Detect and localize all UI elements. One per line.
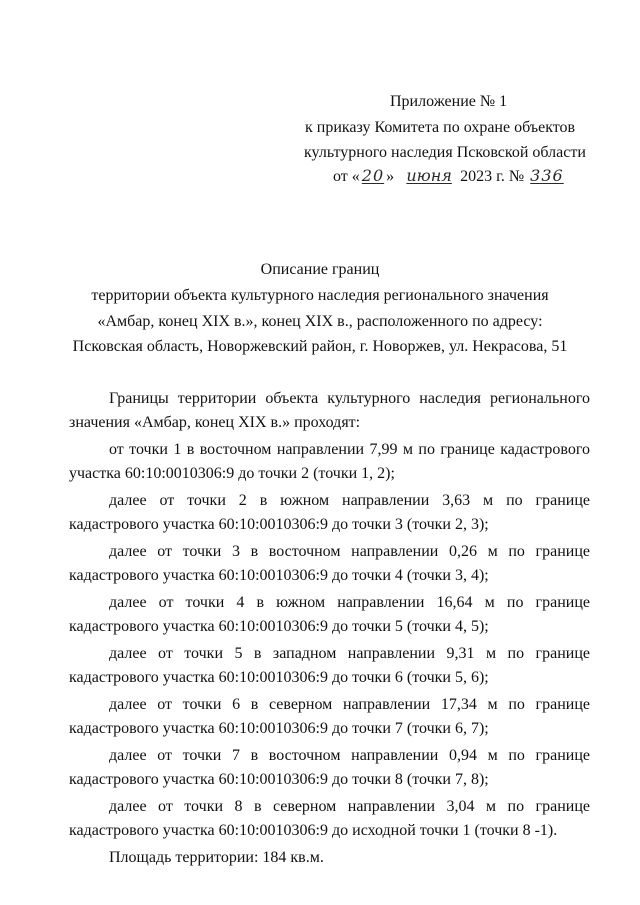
handwritten-day: 20 xyxy=(361,166,385,185)
appendix-title: Приложение № 1 xyxy=(390,93,508,110)
handwritten-month: июня xyxy=(406,166,452,185)
appendix-date-line xyxy=(333,166,566,187)
date-prefix: от « xyxy=(333,168,360,185)
segment-paragraph: далее от точки 6 в северном направлении 17,34 м по границе кадастрового участка 60:10:0010306:9 до точки 7 (точки 6, 7); xyxy=(69,696,590,737)
segment-paragraph: далее от точки 8 в северном направлении 3,04 м по границе кадастрового участка 60:10:0010306:9 до исходной точки 1 (точки 8 -1). xyxy=(69,798,590,839)
date-mid: » xyxy=(386,168,395,185)
boundary-description xyxy=(69,387,590,870)
handwritten-order-number: 336 xyxy=(530,166,564,185)
intro-paragraph: Границы территории объекта культурного наследия регионального значения «Амбар, конец XIX в.» проходят: xyxy=(69,390,590,431)
segment-paragraph: далее от точки 4 в южном направлении 16,64 м по границе кадастрового участка 60:10:0010306:9 до точки 5 (точки 4, 5); xyxy=(69,594,590,635)
segment-paragraph: от точки 1 в восточном направлении 7,99 м по границе кадастрового участка 60:10:0010306:9 до точки 2 (точки 1, 2); xyxy=(69,441,590,482)
appendix-order-ref: к приказу Комитета по охране объектов xyxy=(305,119,576,136)
area-paragraph: Площадь территории: 184 кв.м. xyxy=(109,849,324,866)
segment-paragraph: далее от точки 2 в южном направлении 3,63 м по границе кадастрового участка 60:10:0010306:9 до точки 3 (точки 2, 3); xyxy=(69,492,590,533)
segment-paragraph: далее от точки 5 в западном направлении 9,31 м по границе кадастрового участка 60:10:0010306:9 до точки 6 (точки 5, 6); xyxy=(69,645,590,686)
appendix-committee: культурного наследия Псковской области xyxy=(304,144,586,161)
date-suffix: 2023 г. № xyxy=(460,168,525,185)
description-subtitle-2: «Амбар, конец XIX в.», конец XIX в., расположенного по адресу: xyxy=(97,313,543,330)
segment-paragraph: далее от точки 7 в восточном направлении 0,94 м по границе кадастрового участка 60:10:0010306:9 до точки 8 (точки 7, 8); xyxy=(69,747,590,788)
description-subtitle-1: территории объекта культурного наследия регионального значения xyxy=(91,287,549,304)
description-title: Описание границ xyxy=(260,261,380,278)
segment-paragraph: далее от точки 3 в восточном направлении 0,26 м по границе кадастрового участка 60:10:0010306:9 до точки 4 (точки 3, 4); xyxy=(69,543,590,584)
description-address: Псковская область, Новоржевский район, г. Новоржев, ул. Некрасова, 51 xyxy=(72,338,568,355)
